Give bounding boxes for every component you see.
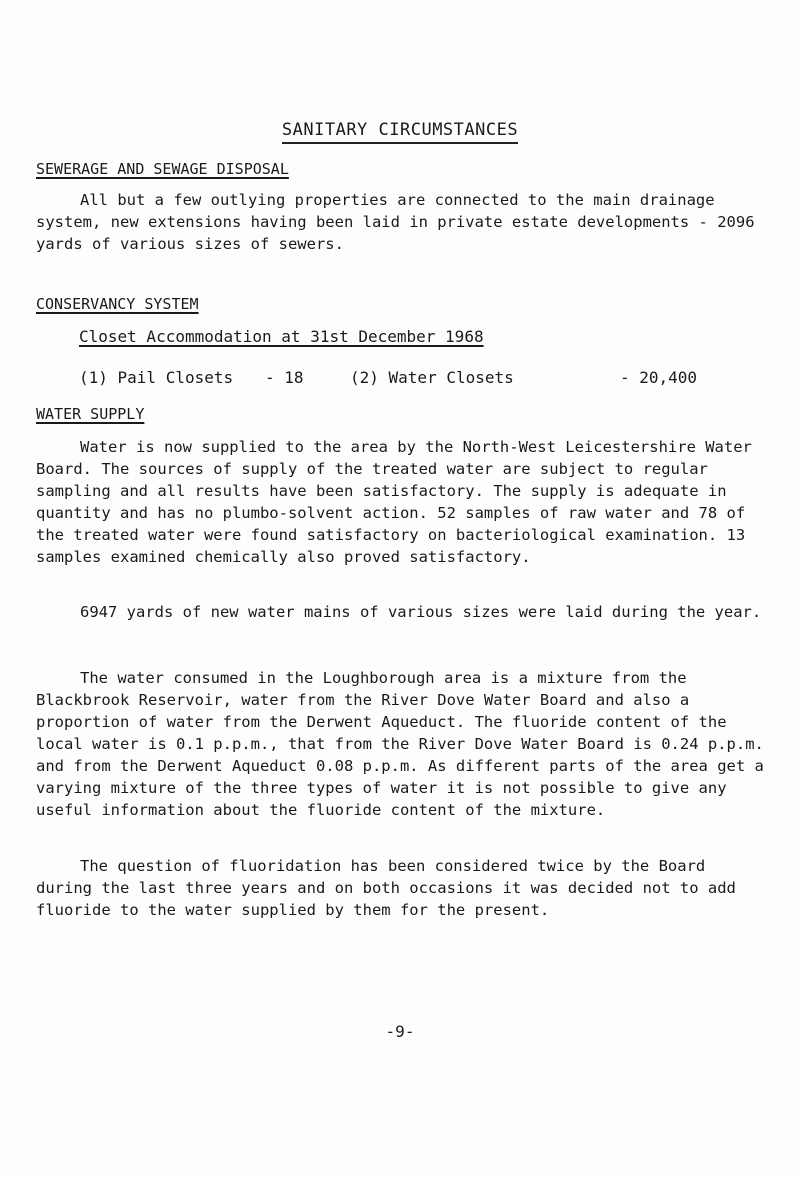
pail-closets-value: - 18 — [265, 368, 304, 387]
water-paragraph-3: The water consumed in the Loughborough area is a mixture from the Blackbrook Reservoir, water from the River Dove Water Board and also a proportion of water from the Derwent Aqueduct. The fluoride content of the local water is 0.1 p.p.m., that from the River Dove Water Board is 0.24 p.p.m. and from the Derwent Aqueduct 0.08 p.p.m. As different parts of the area get a varying mixture of the three types of water it is not possible to give any useful information about the fluoride content of the mixture. — [36, 669, 764, 819]
page-title: SANITARY CIRCUMSTANCES — [0, 120, 800, 140]
pail-closets-label: (1) Pail Closets — [79, 368, 234, 387]
water-supply-heading: WATER SUPPLY — [36, 405, 145, 423]
water-closets-label: (2) Water Closets — [350, 368, 514, 387]
page-number: -9- — [385, 1022, 415, 1041]
water-paragraph-4: The question of fluoridation has been considered twice by the Board during the last three years and on both occasions it was decided not to add fluoride to the water supplied by them for the present. — [36, 857, 736, 919]
closet-subheading: Closet Accommodation at 31st December 1968 — [79, 327, 484, 346]
sewerage-paragraph: All but a few outlying properties are connected to the main drainage system, new extensions having been laid in private estate developments - 2096 yards of various sizes of sewers. — [36, 191, 755, 253]
conservancy-heading: CONSERVANCY SYSTEM — [36, 295, 199, 313]
water-paragraph-1: Water is now supplied to the area by the North-West Leicestershire Water Board. The sources of supply of the treated water are subject to regular sampling and all results have been satisfactory. The supply is adequate in quantity and has no plumbo-solvent action. 52 samples of raw water and 78 of the treated water were found satisfactory on bacteriological examination. 13 samples examined chemically also proved satisfactory. — [36, 438, 752, 566]
water-closets-value: - 20,400 — [620, 368, 698, 387]
water-paragraph-2: 6947 yards of new water mains of various sizes were laid during the year. — [80, 603, 762, 621]
sewerage-heading: SEWERAGE AND SEWAGE DISPOSAL — [36, 160, 289, 178]
